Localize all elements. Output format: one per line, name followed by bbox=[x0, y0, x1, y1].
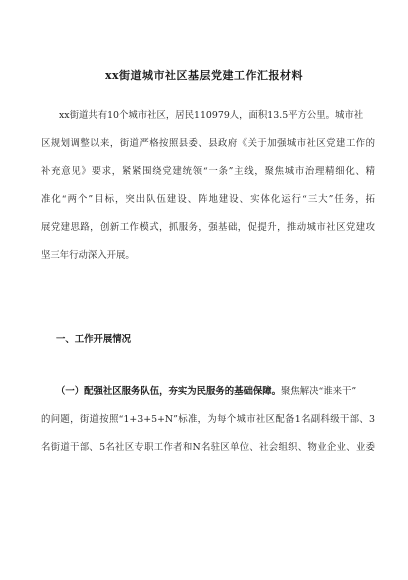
intro-line-1: xx街道共有10个城市社区，居民110979人，面积13.5平方公里。城市社 bbox=[59, 110, 364, 121]
body-line-2: 名街道干部、5名社区专职工作者和N名驻区单位、社会组织、物业企业、业委 bbox=[41, 442, 375, 453]
intro-line-2: 区规划调整以来，街道严格按照县委、县政府《关于加强城市社区党建工作的 bbox=[41, 138, 375, 149]
body-line-1: 的问题，街道按照“1+3+5+N”标准，为每个城市社区配备1名副科级干部、3 bbox=[41, 414, 375, 425]
intro-line-5: 展党建思路，创新工作模式，抓服务，强基础，促提升，推动城市社区党建攻 bbox=[41, 222, 375, 233]
document-title: xx街道城市社区基层党建工作汇报材料 bbox=[104, 69, 304, 82]
intro-line-3: 补充意见》要求，紧紧围绕党建统领“一条”主线，聚焦城市治理精细化、精 bbox=[41, 166, 375, 177]
sub-heading-bold: （一）配强社区服务队伍，夯实为民服务的基础保障。 bbox=[56, 386, 282, 397]
sub-heading-line bbox=[56, 386, 356, 398]
intro-line-4: 准化“两个”目标，突出队伍建设、阵地建设、实体化运行“三大”任务，拓 bbox=[41, 194, 375, 205]
sub-heading-rest: 聚焦解决“谁来干” bbox=[281, 386, 357, 397]
section-heading: 一、工作开展情况 bbox=[56, 334, 132, 345]
intro-line-6: 坚三年行动深入开展。 bbox=[41, 250, 135, 261]
